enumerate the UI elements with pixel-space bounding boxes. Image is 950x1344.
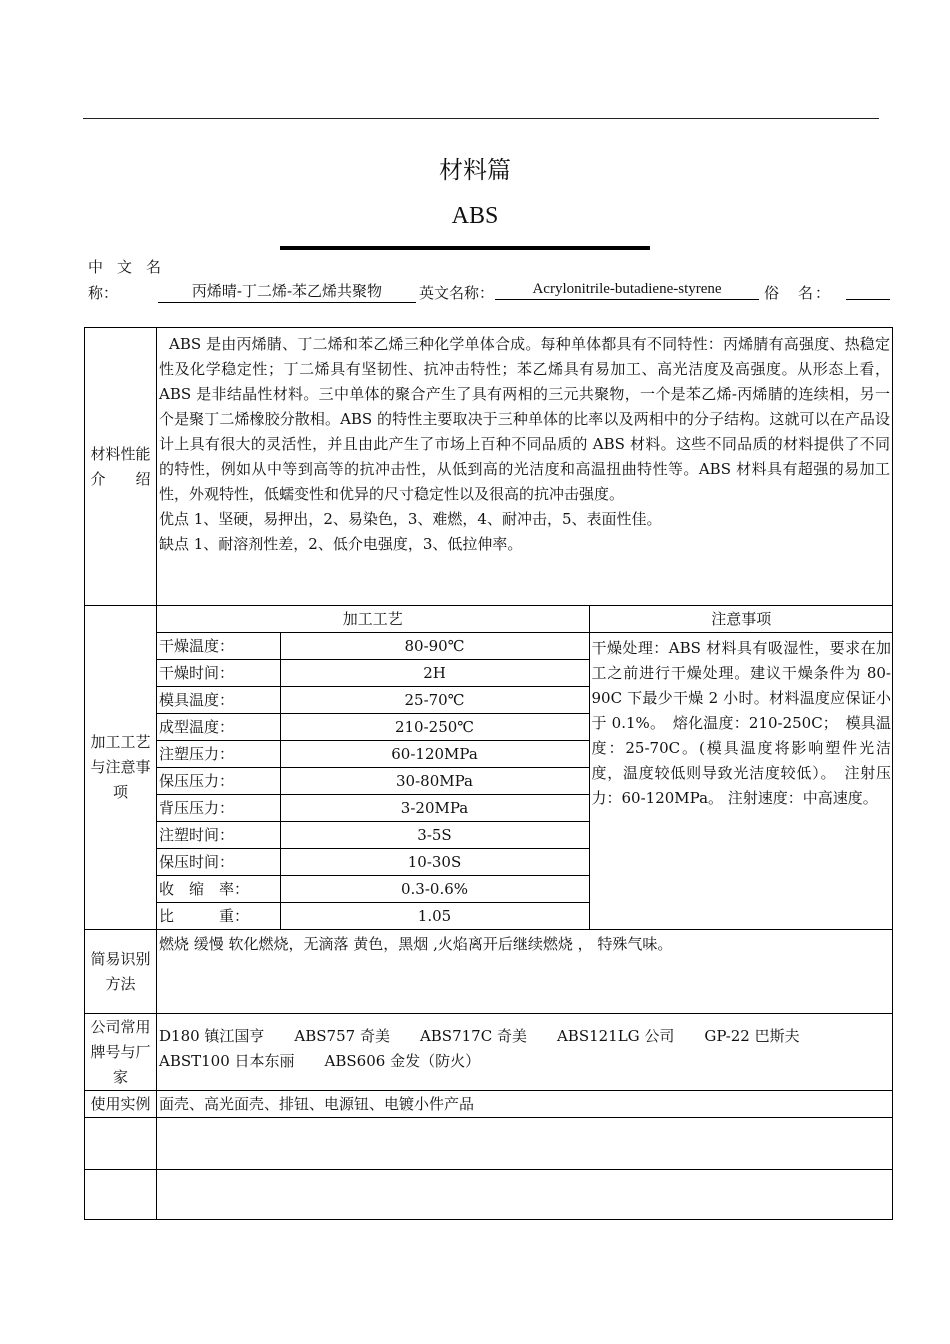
empty-content-cell <box>157 1118 893 1170</box>
param-value: 10-30S <box>280 849 589 876</box>
process-column-header: 加工工艺 <box>157 606 589 633</box>
identification-row <box>85 930 893 1014</box>
cn-name-label-line1: 中文名 <box>88 258 176 276</box>
en-name-label: 英文名称： <box>419 284 495 302</box>
intro-label: 材料性能介 绍 <box>85 328 157 606</box>
intro-cell <box>157 328 893 606</box>
param-value: 80-90℃ <box>280 633 589 660</box>
identification-text: 燃烧 缓慢 软化燃烧，无滴落 黄色，黑烟 ,火焰离开后继续燃烧 ， 特殊气味。 <box>157 930 893 1014</box>
empty-label-cell <box>85 1170 157 1220</box>
param-name: 收 缩 率： <box>157 876 280 903</box>
param-name: 成型温度： <box>157 714 280 741</box>
param-name: 注塑压力： <box>157 741 280 768</box>
process-notes: 干燥处理：ABS 材料具有吸湿性，要求在加工之前进行干燥处理。建议干燥条件为 80-90C 下最少干燥 2 小时。材料温度应保证小于 0.1%。 熔化温度：210-250C； 模具温度：25-70C。(模具温度将影响塑件光洁度，温度较低则导致光洁度较低）。 注射压力：60-120MPa。 注射速度：中高速度。 <box>589 633 893 930</box>
param-value: 60-120MPa <box>280 741 589 768</box>
process-label: 加工工艺与注意事项 <box>85 606 157 930</box>
param-value: 1.05 <box>280 903 589 930</box>
usage-text: 面壳、高光面壳、排钮、电源钮、电镀小件产品 <box>157 1091 893 1118</box>
common-name-label: 俗 名： <box>764 284 833 302</box>
param-value: 3-5S <box>280 822 589 849</box>
identification-label: 简易识别方法 <box>85 930 157 1014</box>
param-name: 干燥温度： <box>157 633 280 660</box>
header-rule <box>83 118 879 119</box>
material-spec-table <box>84 327 893 1220</box>
param-name: 干燥时间： <box>157 660 280 687</box>
process-table <box>157 606 893 929</box>
brands-label: 公司常用牌号与厂家 <box>85 1014 157 1091</box>
common-name-value <box>846 280 890 300</box>
page-title: 材料篇 <box>439 156 511 184</box>
brands-text: D180 镇江国亨 ABS757 奇美 ABS717C 奇美 ABS121LG 公司 GP-22 巴斯夫 ABST100 日本东丽 ABS606 金发（防火） <box>157 1014 893 1091</box>
en-name-value: Acrylonitrile-butadiene-styrene <box>495 281 759 300</box>
process-param-row <box>157 633 893 660</box>
empty-label-cell <box>85 1118 157 1170</box>
process-cell <box>157 606 893 930</box>
param-name: 模具温度： <box>157 687 280 714</box>
cn-name-label-line2: 称： <box>88 284 119 302</box>
process-row <box>85 606 893 930</box>
param-value: 30-80MPa <box>280 768 589 795</box>
intro-paragraph: ABS 是由丙烯腈、丁二烯和苯乙烯三种化学单体合成。每种单体都具有不同特性：丙烯腈有高强度、热稳定性及化学稳定性；丁二烯具有坚韧性、抗冲击特性；苯乙烯具有易加工、高光洁度及高强度。从形态上看，ABS 是非结晶性材料。三中单体的聚合产生了具有两相的三元共聚物，一个是苯乙烯-丙烯腈的连续相，另一个是聚丁二烯橡胶分散相。ABS 的特性主要取决于三种单体的比率以及两相中的分子结构。这就可以在产品设计上具有很大的灵活性，并且由此产生了市场上百种不同品质的 ABS 材料。这些不同品质的材料提供了不同的特性，例如从中等到高等的抗冲击性，从低到高的光洁度和高温扭曲特性等。ABS 材料具有超强的易加工性，外观特性，低蠕变性和优异的尺寸稳定性以及很高的抗冲击强度。 <box>159 335 890 503</box>
param-value: 3-20MPa <box>280 795 589 822</box>
param-name: 注塑时间： <box>157 822 280 849</box>
empty-content-cell <box>157 1170 893 1220</box>
intro-cons: 缺点 1、耐溶剂性差，2、低介电强度，3、低拉伸率。 <box>159 535 523 553</box>
param-value: 2H <box>280 660 589 687</box>
intro-pros: 优点 1、坚硬，易押出，2、易染色，3、难燃，4、耐冲击，5、表面性佳。 <box>159 510 662 528</box>
param-value: 210-250℃ <box>280 714 589 741</box>
param-value: 0.3-0.6% <box>280 876 589 903</box>
empty-row <box>85 1170 893 1220</box>
intro-row <box>85 328 893 606</box>
title-underline <box>280 246 650 250</box>
empty-row <box>85 1118 893 1170</box>
param-name: 比 重： <box>157 903 280 930</box>
param-value: 25-70℃ <box>280 687 589 714</box>
usage-label: 使用实例 <box>85 1091 157 1118</box>
brands-row <box>85 1014 893 1091</box>
param-name: 背压压力： <box>157 795 280 822</box>
cn-name-value: 丙烯晴-丁二烯-苯乙烯共聚物 <box>158 280 416 303</box>
param-name: 保压压力： <box>157 768 280 795</box>
notes-column-header: 注意事项 <box>589 606 893 633</box>
param-name: 保压时间： <box>157 849 280 876</box>
material-title: ABS <box>451 203 499 229</box>
usage-row <box>85 1091 893 1118</box>
